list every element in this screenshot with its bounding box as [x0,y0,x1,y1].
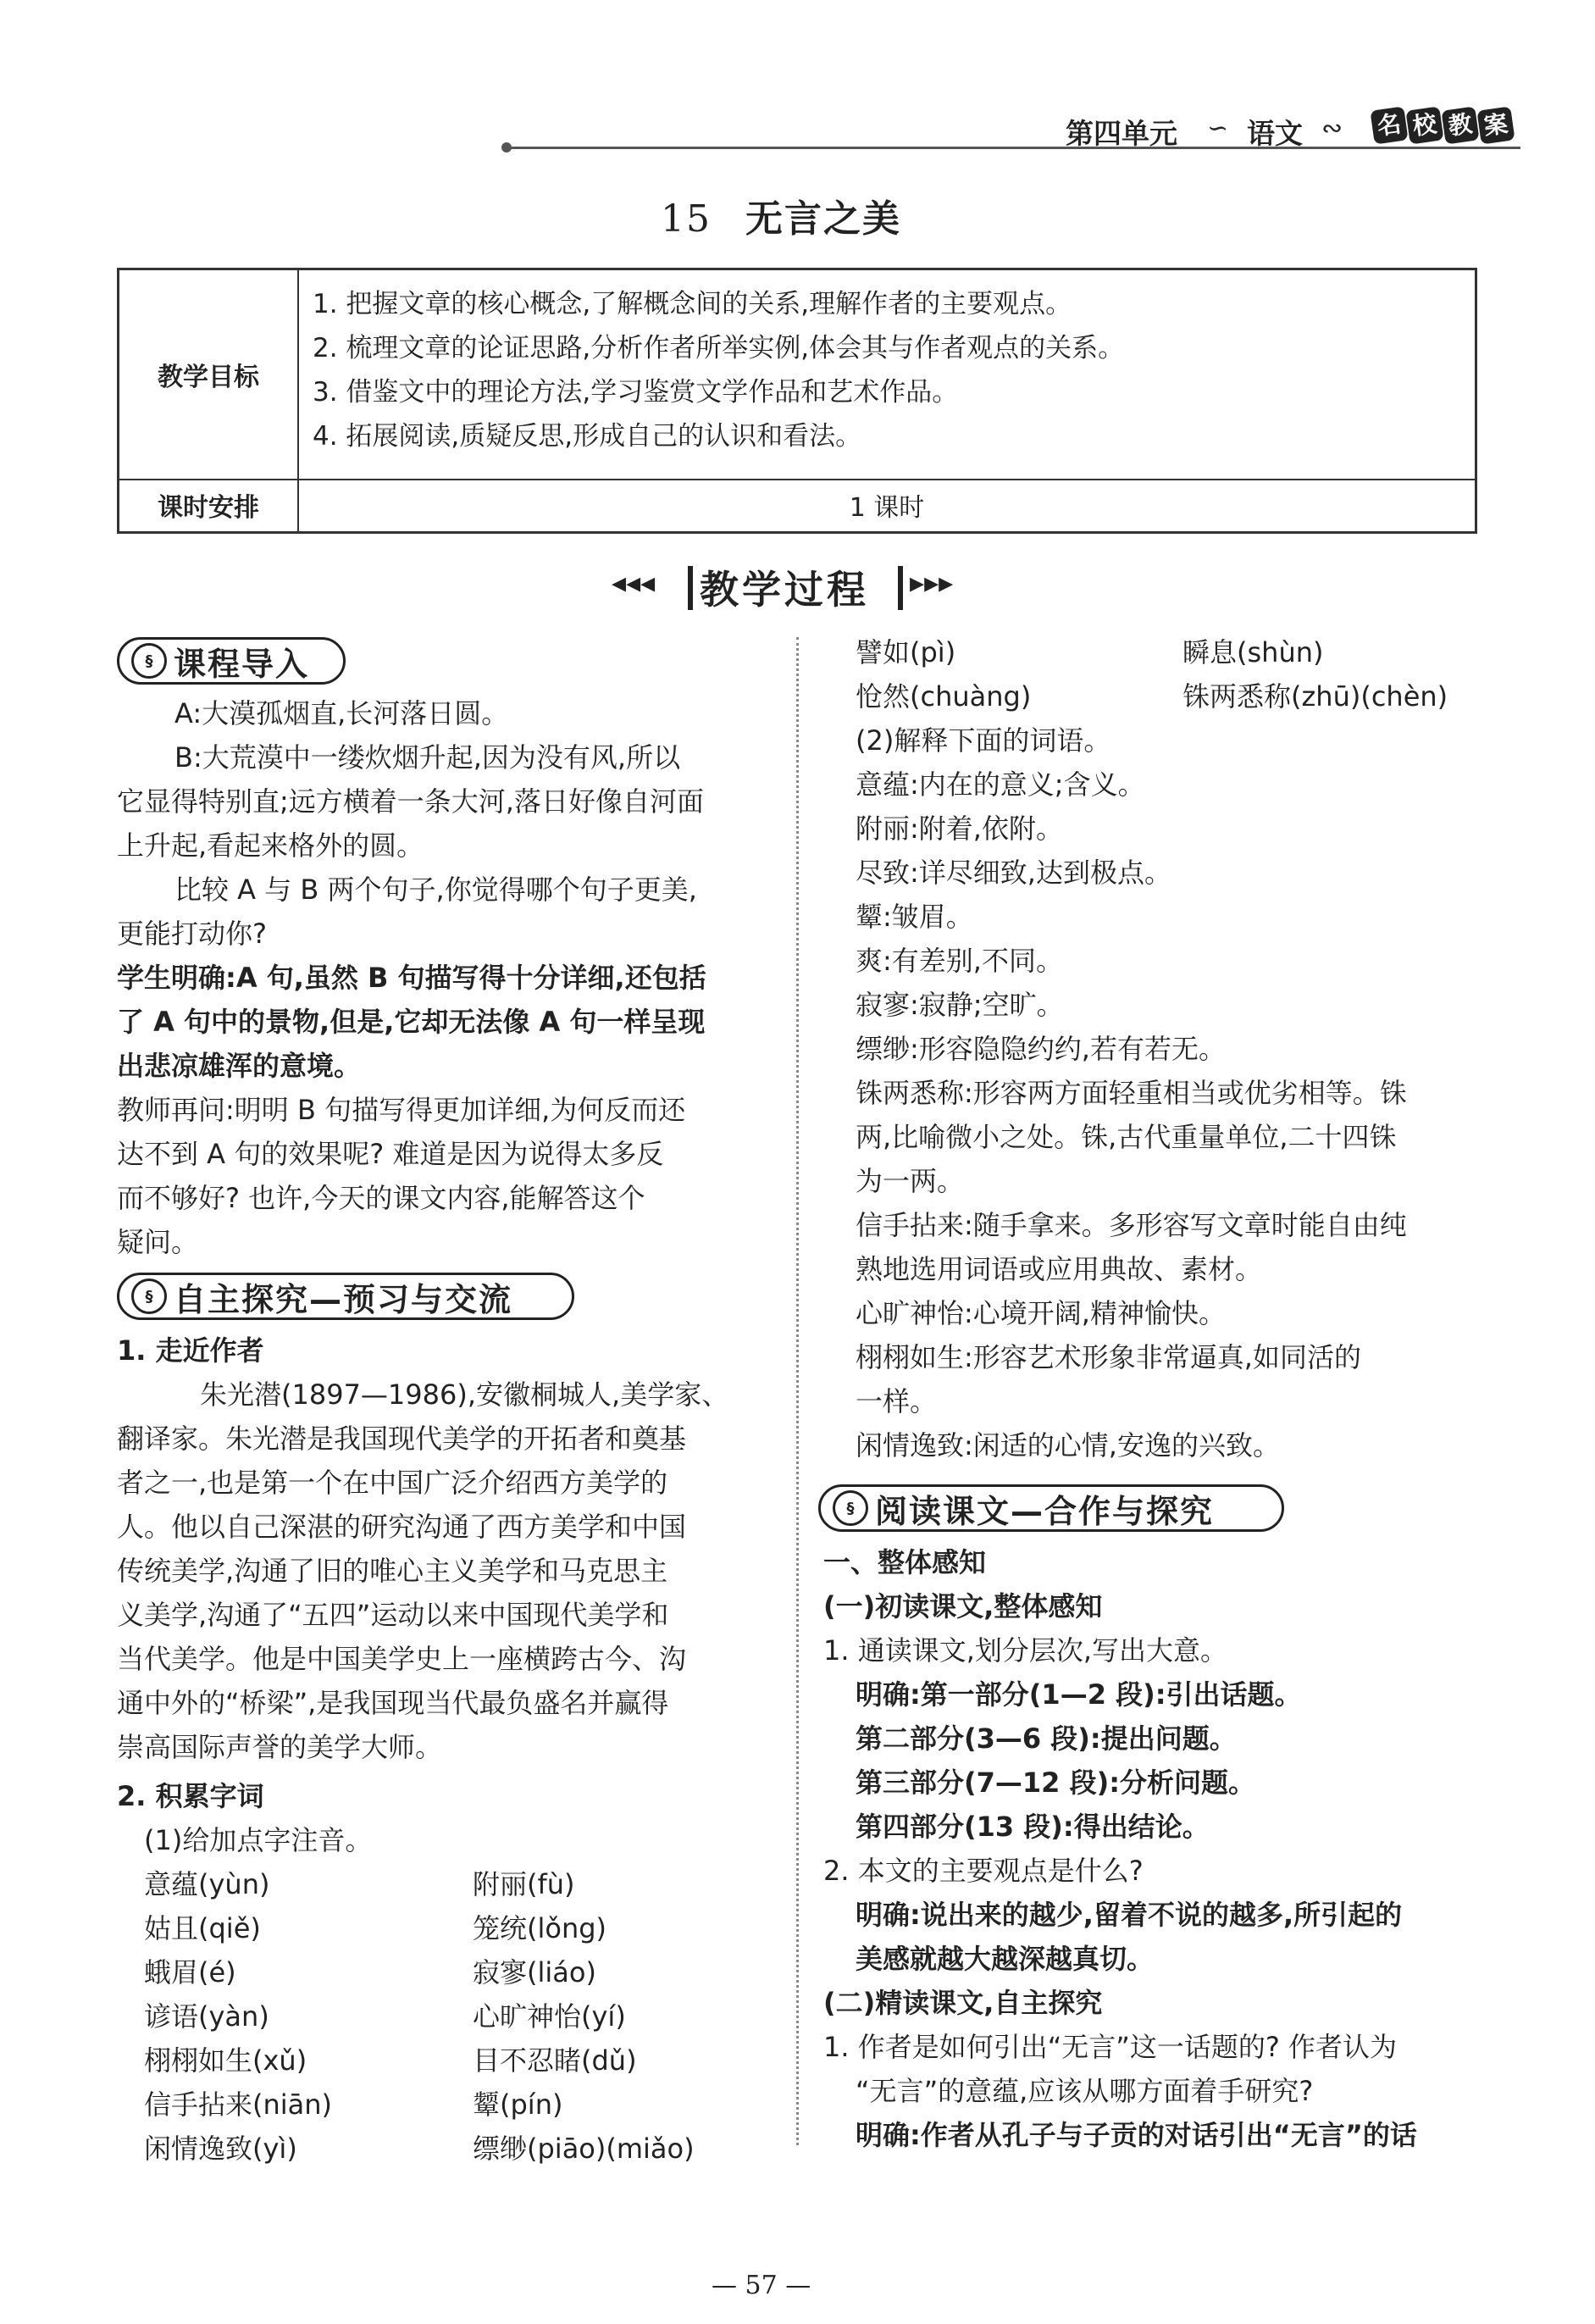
teacher-line: 疑问。 [117,1226,199,1258]
explain-line: 两,比喻微小之处。铢,古代重量单位,二十四铢 [856,1121,1397,1153]
explain-line: 缥缈:形容隐隐约约,若有若无。 [856,1033,1226,1065]
reading-badge-text: 阅读课文—合作与探究 [875,1492,1215,1530]
objectives-table [117,268,1477,534]
intro-line: 比较 A 与 B 两个句子,你觉得哪个句子更美, [174,874,697,906]
author-heading: 1. 走近作者 [117,1334,264,1367]
header-rule [508,147,1520,149]
sub-heading: (二)精读课文,自主探究 [823,1987,1103,2019]
answer-line: 明确:作者从孔子与子贡的对话引出“无言”的话 [856,2119,1417,2151]
brand-logo [1372,108,1513,142]
pinyin-item: 目不忍睹(dǔ) [473,2044,637,2077]
student-answer [117,961,706,995]
objective-item: 3. 借鉴文中的理论方法,学习鉴赏文学作品和艺术作品。 [313,377,959,408]
answer-line: 美感就越大越深越真切。 [856,1943,1155,1975]
objective-item: 1. 把握文章的核心概念,了解概念间的关系,理解作者的主要观点。 [313,289,1072,319]
brand-char: 教 [1441,106,1479,144]
answer-line: 明确:说出来的越少,留着不说的越多,所引起的 [856,1899,1403,1931]
section-icon: § [131,1278,167,1314]
explain-line: 附丽:附着,依附。 [856,813,1063,845]
pinyin-item: 谚语(yàn) [144,2000,269,2033]
objective-item: 4. 拓展阅读,质疑反思,形成自己的认识和看法。 [313,421,862,452]
intro-line: 更能打动你? [117,918,267,950]
reading-badge [818,1484,1284,1532]
question: 2. 本文的主要观点是什么? [823,1855,1144,1887]
explain-line: 为一两。 [856,1165,965,1197]
author-line: 者之一,也是第一个在中国广泛介绍西方美学的 [117,1467,668,1499]
arrows-left-icon: ◂◂◂ [612,566,656,600]
answer-text: 了 A 句中的景物,但是,它却无法像 A 句一样呈现 [117,1006,706,1038]
objectives-list [313,282,1124,458]
teacher-line: 教师再问:明明 B 句描写得更加详细,为何反而还 [117,1094,686,1126]
schedule-row [119,479,1475,531]
objectives-row [119,270,1475,480]
sub-heading: (一)初读课文,整体感知 [823,1590,1103,1622]
author-line: 当代美学。他是中国美学史上一座横跨古今、沟 [117,1643,687,1675]
pinyin-item: 笼统(lǒng) [473,1912,607,1944]
pinyin-item: 怆然(chuàng) [856,680,1032,713]
page-number: — 57 — [712,2271,811,2300]
lesson-name: 无言之美 [745,197,901,241]
author-line: 通中外的“桥梁”,是我国现当代最负盛名并赢得 [117,1687,669,1719]
pinyin-item: 栩栩如生(xǔ) [144,2044,307,2077]
explain-line: 熟地选用词语或应用典故、素材。 [856,1253,1263,1285]
self-study-badge-text: 自主探究—预习与交流 [174,1280,513,1318]
pinyin-item: 譬如(pì) [856,636,956,668]
brand-char: 名 [1370,106,1408,144]
explain-line: 尽致:详尽细致,达到极点。 [856,857,1171,889]
author-line: 翻译家。朱光潜是我国现代美学的开拓者和奠基 [117,1423,687,1455]
arrows-right-icon: ▸▸▸ [910,566,954,600]
explain-line: 寂寥:寂静;空旷。 [856,989,1064,1021]
process-title: 教学过程 [700,567,869,613]
lesson-number: 15 [661,197,712,241]
intro-line: B:大荒漠中一缕炊烟升起,因为没有风,所以 [174,741,681,774]
explain-line: 信手拈来:随手拿来。多形容写文章时能自由纯 [856,1209,1407,1241]
intro-line: 它显得特别直;远方横着一条大河,落日好像自河面 [117,785,704,818]
author-line: 崇高国际声誉的美学大师。 [117,1731,443,1763]
column-divider [796,637,799,2145]
pinyin-item: 颦(pín) [473,2088,563,2121]
explain-line: 心旷神怡:心境开阔,精神愉快。 [856,1297,1226,1329]
header-subject: 语文 [1247,117,1303,150]
answer-line: 第四部分(13 段):得出结论。 [856,1811,1210,1843]
brand-char: 案 [1476,106,1515,144]
explain-line: 栩栩如生:形容艺术形象非常逼真,如同活的 [856,1341,1361,1373]
objective-item: 2. 梳理文章的论证思路,分析作者所举实例,体会其与作者观点的关系。 [313,333,1125,363]
pinyin-item: 信手拈来(niān) [144,2088,333,2121]
words-heading: 2. 积累字词 [117,1780,264,1812]
question: “无言”的意蕴,应该从哪方面着手研究? [856,2075,1314,2107]
pinyin-prompt: (1)给加点字注音。 [144,1824,373,1856]
section-icon: § [131,643,167,679]
question: 1. 作者是如何引出“无言”这一话题的? 作者认为 [823,2031,1398,2063]
intro-badge [117,637,346,685]
answer-line: 第二部分(3—6 段):提出问题。 [856,1722,1237,1755]
author-line: 人。他以自己深湛的研究沟通了西方美学和中国 [117,1511,687,1543]
teacher-line: 达不到 A 句的效果呢? 难道是因为说得太多反 [117,1138,664,1170]
explain-line: 意蕴:内在的意义;含义。 [856,768,1145,801]
pinyin-item: 蛾眉(é) [144,1956,236,1988]
header-unit: 第四单元 [1066,117,1177,150]
answer-text: 出悲凉雄浑的意境。 [117,1050,362,1082]
intro-line: 上升起,看起来格外的圆。 [117,829,424,862]
author-line: 朱光潜(1897—1986),安徽桐城人,美学家、 [200,1378,729,1411]
schedule-value: 1 课时 [849,493,925,523]
pinyin-item: 附丽(fù) [473,1868,575,1900]
banner-bar-right [898,566,903,610]
swirl-right-icon: ∾ [1321,114,1343,143]
author-line: 传统美学,沟通了旧的唯心主义美学和马克思主 [117,1555,668,1587]
pinyin-item: 缥缈(piāo)(miǎo) [473,2133,695,2165]
answer-text: A 句,虽然 B 句描写得十分详细,还包括 [235,962,706,994]
explain-prompt: (2)解释下面的词语。 [856,724,1111,757]
pinyin-item: 寂寥(liáo) [473,1956,596,1988]
explain-line: 闲情逸致:闲适的心情,安逸的兴致。 [856,1429,1280,1462]
pinyin-item: 闲情逸致(yì) [144,2133,297,2165]
self-study-badge [117,1273,574,1320]
pinyin-item: 心旷神怡(yí) [473,2000,626,2033]
answer-label: 学生明确: [117,962,236,994]
intro-badge-text: 课程导入 [174,645,310,683]
pinyin-item: 铢两悉称(zhū)(chèn) [1182,680,1448,713]
pinyin-item: 姑且(qiě) [144,1912,261,1944]
banner-bar-left [688,566,693,610]
schedule-label: 课时安排 [119,479,299,531]
explain-line: 一样。 [856,1385,938,1417]
pinyin-item: 意蕴(yùn) [144,1868,270,1900]
objectives-label: 教学目标 [119,270,299,479]
intro-line: A:大漠孤烟直,长河落日圆。 [174,697,509,729]
teacher-line: 而不够好? 也许,今天的课文内容,能解答这个 [117,1182,645,1214]
explain-line: 铢两悉称:形容两方面轻重相当或优劣相等。铢 [856,1077,1407,1109]
answer-line: 明确:第一部分(1—2 段):引出话题。 [856,1678,1302,1711]
answer-line: 第三部分(7—12 段):分析问题。 [856,1767,1255,1799]
brand-char: 校 [1405,106,1443,144]
question: 1. 通读课文,划分层次,写出大意。 [823,1634,1228,1667]
explain-line: 爽:有差别,不同。 [856,945,1063,977]
part-heading: 一、整体感知 [823,1546,987,1578]
section-icon: § [833,1490,868,1526]
author-line: 义美学,沟通了“五四”运动以来中国现代美学和 [117,1599,669,1631]
pinyin-item: 瞬息(shùn) [1182,636,1324,668]
swirl-left-icon: ∽ [1207,114,1229,143]
lesson-title [661,188,901,242]
explain-line: 颦:皱眉。 [856,901,973,933]
